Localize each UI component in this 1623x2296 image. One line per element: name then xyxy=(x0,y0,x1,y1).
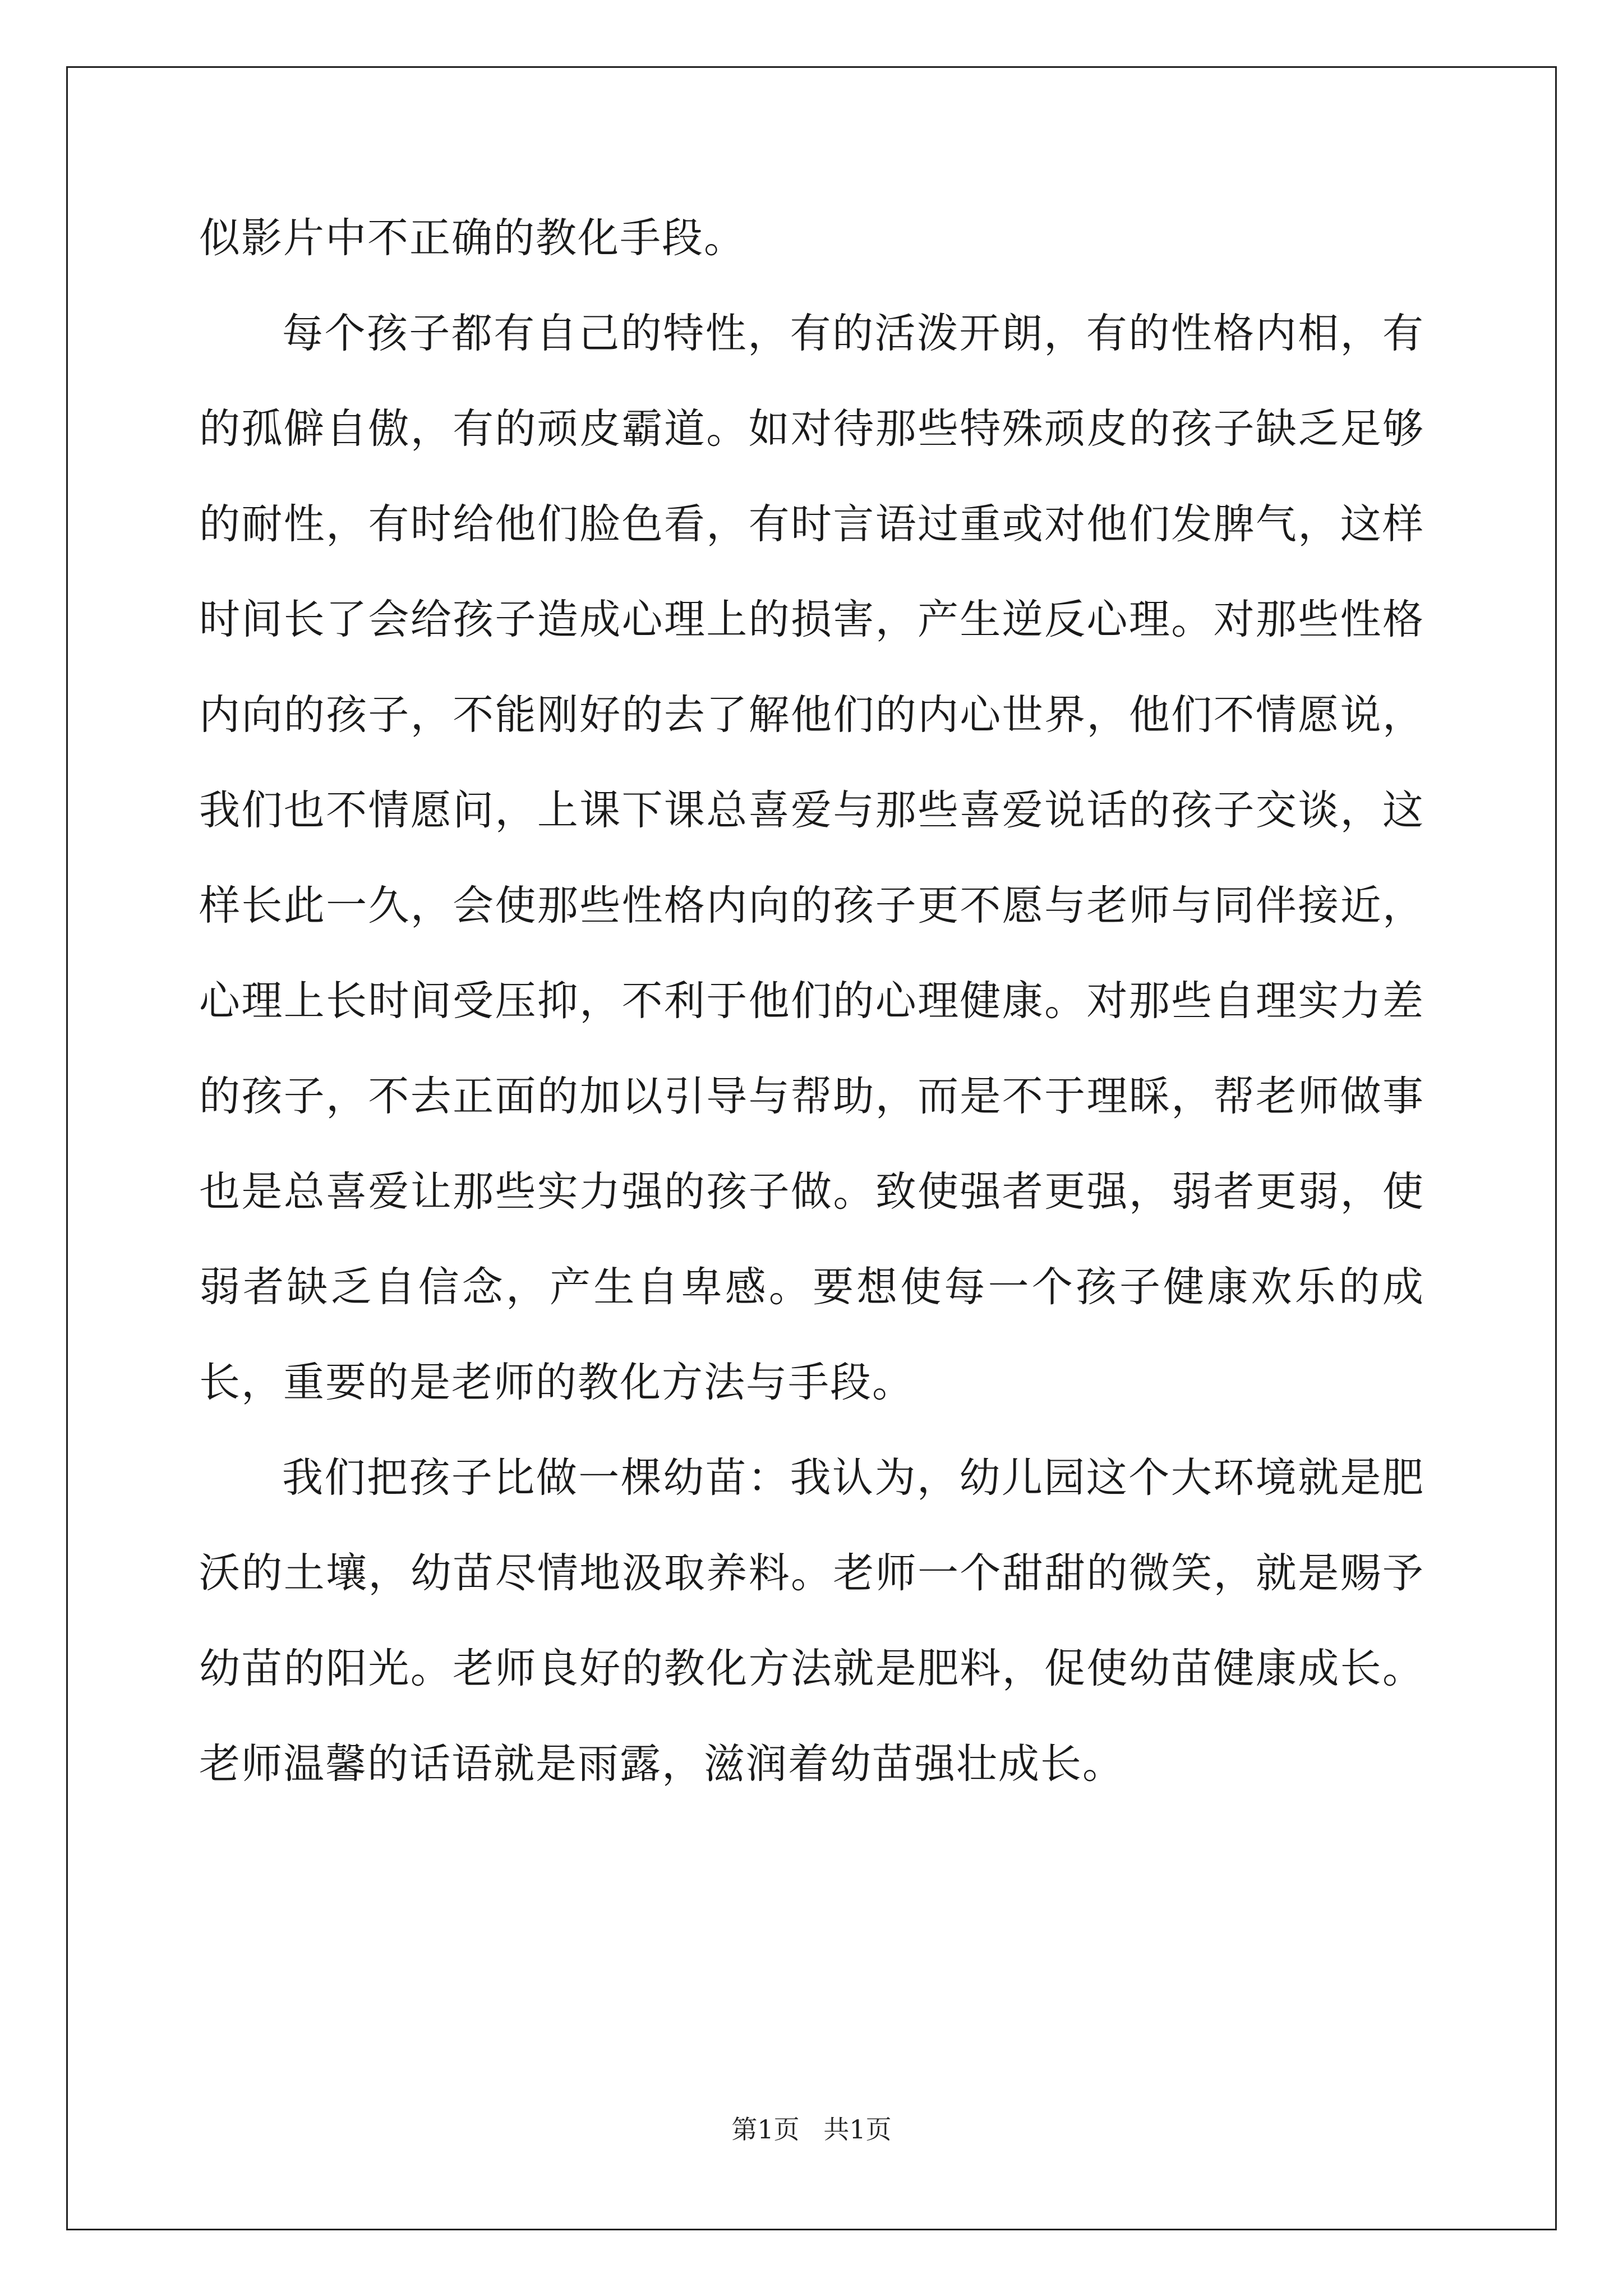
paragraph-3: 我们把孩子比做一棵幼苗：我认为，幼儿园这个大环境就是肥沃的土壤，幼苗尽情地汲取养料。老师一个甜甜的微笑，就是赐予幼苗的阳光。老师良好的教化方法就是肥料，促使幼苗健康成长。老师温馨的话语就是雨露，滋润着幼苗强壮成长。 xyxy=(199,1454,1424,1788)
paragraph-2: 每个孩子都有自己的特性，有的活泼开朗，有的性格内相，有的孤僻自傲，有的顽皮霸道。如对待那些特殊顽皮的孩子缺乏足够的耐性，有时给他们脸色看，有时言语过重或对他们发脾气，这样时间长了会给孩子造成心理上的损害，产生逆反心理。对那些性格内向的孩子，不能刚好的去了解他们的内心世界，他们不情愿说，我们也不情愿问，上课下课总喜爱与那些喜爱说话的孩子交谈，这样长此一久，会使那些性格内向的孩子更不愿与老师与同伴接近，心理上长时间受压抑，不利于他们的心理健康。对那些自理实力差的孩子，不去正面的加以引导与帮助，而是不于理睬，帮老师做事也是总喜爱让那些实力强的孩子做。致使强者更强，弱者更弱，使弱者缺乏自信念，产生自卑感。要想使每一个孩子健康欢乐的成长，重要的是老师的教化方法与手段。 xyxy=(199,310,1424,1406)
page-footer xyxy=(0,2109,1623,2146)
page-total: 共1页 xyxy=(823,2114,892,2145)
document-body xyxy=(199,191,1424,1812)
page-number: 第1页 xyxy=(731,2114,800,2145)
paragraph-1: 似影片中不正确的教化手段。 xyxy=(199,214,746,262)
